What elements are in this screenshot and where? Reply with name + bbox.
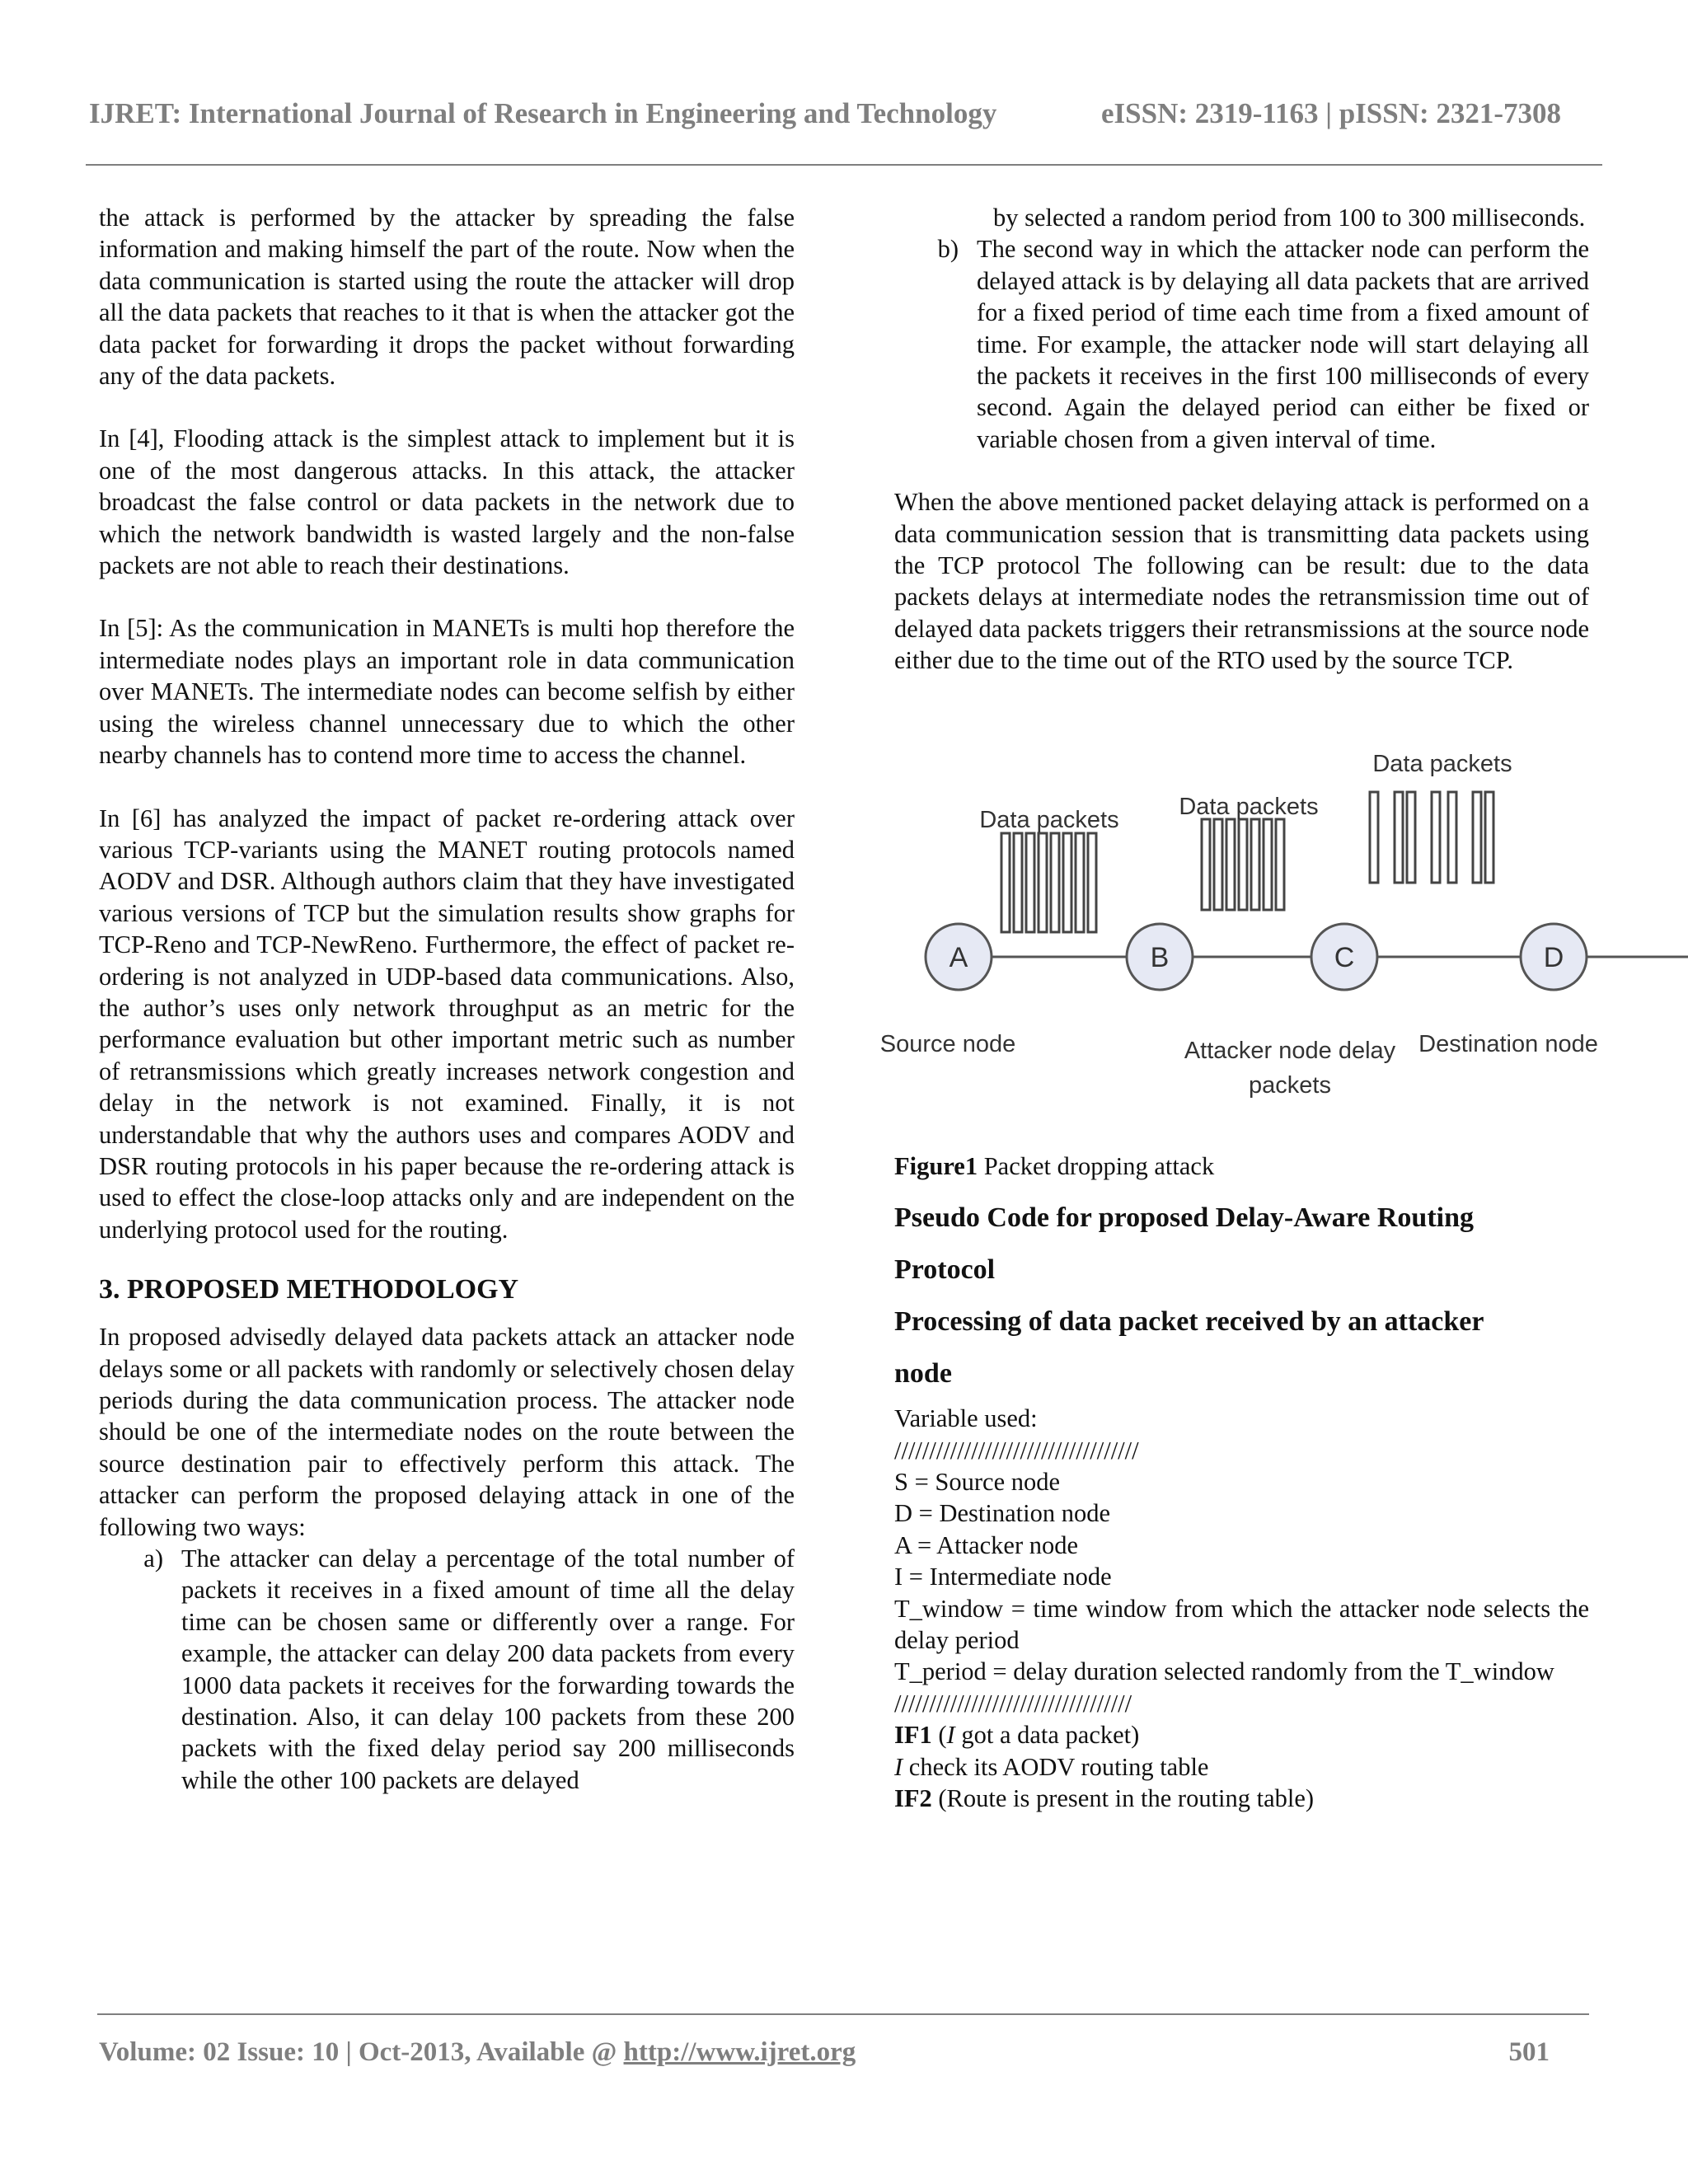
figure-caption: [894, 1151, 1589, 1182]
code-line: //////////////////////////////////: [894, 1689, 1132, 1718]
code-line: ///////////////////////////////////: [894, 1436, 1139, 1465]
label-attacker-node: Attacker node delay: [1184, 1037, 1396, 1064]
running-header: [89, 97, 1597, 130]
journal-title: IJRET: International Journal of Research in Engineering and Technology: [89, 97, 997, 129]
code-line: T_window = time window from which the attacker node selects the delay period: [894, 1594, 1589, 1654]
label-attacker-node-2: packets: [1249, 1071, 1331, 1099]
code-line: Variable used:: [894, 1404, 1038, 1433]
code-line: [894, 1783, 1589, 1814]
node-label: B: [1150, 941, 1170, 973]
right-column: [879, 202, 1598, 1814]
running-footer: [99, 2037, 1550, 2068]
pseudo-heading: Pseudo Code for proposed Delay-Aware Routing: [894, 1202, 1474, 1234]
packet-group-1: [1001, 833, 1096, 932]
page-number: 501: [1508, 2037, 1550, 2067]
node-d: [1521, 924, 1587, 990]
code-line: D = Destination node: [894, 1499, 1111, 1528]
code-text: (: [931, 1721, 947, 1750]
network-diagram: [879, 722, 1598, 1151]
paragraph: When the above mentioned packet delaying attack is performed on a data communication session that is transmitting data packets using the TCP protocol The following can be result: due to the data packets delays at intermediate nodes the retransmission time out of delayed data packets triggers their retransmissions at the source node either due to the time out of the RTO used by the source TCP.: [894, 488, 1589, 675]
left-column: [99, 202, 795, 1796]
code-keyword: IF2: [894, 1783, 932, 1812]
code-line: S = Source node: [894, 1467, 1061, 1496]
label-data-packets-1: Data packets: [979, 806, 1119, 833]
packet-group-2: [1202, 819, 1284, 910]
code-line: I = Intermediate node: [894, 1563, 1112, 1591]
code-line: T_period = delay duration selected randomly from the T_window: [894, 1657, 1554, 1686]
paragraph: In [6] has analyzed the impact of packet re-ordering attack over various TCP-variants using the MANET routing protocols named AODV and DSR. Although authors claim that they have investigated various versions of TCP but the simulation results show graphs for TCP-Reno and TCP-NewReno. Furthermore, the effect of packet re-ordering is not analyzed in UDP-based data communications. Also, the author’s uses only network throughput as an metric for the performance evaluation but other important metric such as number of retransmissions which greatly increases network congestion and delay in the network is not examined. Finally, it is not understandable that why the authors uses and compares AODV and DSR routing protocols in his paper because the re-ordering attack is used to effect the close-loop attacks only and are independent on the underlying protocol used for the routing.: [99, 804, 795, 1244]
label-data-packets-2: Data packets: [1179, 793, 1319, 820]
paragraph: the attack is performed by the attacker by spreading the false information and making himself the part of the route. Now when the data communication is started using the route the attacker will drop all the data packets that reaches to it that is when the attacker got the data packet for forwarding it drops the packet without forwarding any of the data packets.: [99, 204, 795, 391]
section-heading: 3. PROPOSED METHODOLOGY: [99, 1274, 519, 1305]
footer-rule: [97, 2013, 1589, 2015]
footer-volume: Volume: 02 Issue: 10 | Oct-2013, Available @: [99, 2037, 624, 2067]
node-a: [926, 924, 992, 990]
footer-link[interactable]: http://www.ijret.org: [623, 2037, 856, 2067]
pseudo-heading: Protocol: [894, 1254, 996, 1286]
paragraph: In proposed advisedly delayed data packets attack an attacker node delays some or all packets with randomly or selectively chosen delay periods during the data communication process. The attacker node should be one of the intermediate nodes on the route between the source destination pair to effectively perform this attack. The attacker can perform the proposed delaying attack in one of the following two ways:: [99, 1323, 795, 1541]
label-destination-node: Destination node: [1418, 1030, 1598, 1057]
list-text: The second way in which the attacker node can perform the delayed attack is by delaying all data packets that are arrived for a fixed period of time each time from a fixed amount of time. For example, the attacker node will start delaying all the packets it receives in the first 100 milliseconds of every second. Again the delayed period can either be fixed or variable chosen from a given interval of time.: [977, 235, 1589, 453]
list-item: [99, 1543, 795, 1796]
code-line: [894, 1751, 1589, 1783]
caption-text: Packet dropping attack: [978, 1151, 1215, 1180]
paragraph: In [4], Flooding attack is the simplest attack to implement but it is one of the most dangerous attacks. In this attack, the attacker broadcast the false control or data packets in the network due to which the network bandwidth is wasted largely and the non-false packets are not able to reach their destinations.: [99, 424, 795, 580]
list-label: a): [143, 1544, 163, 1573]
code-line: A = Attacker node: [894, 1530, 1079, 1559]
label-source-node: Source node: [879, 1030, 1016, 1057]
figure-packet-dropping: [879, 722, 1598, 1151]
node-label: A: [949, 941, 968, 973]
code-line: [894, 1719, 1589, 1750]
code-text: (Route is present in the routing table): [931, 1783, 1315, 1812]
header-rule: [86, 164, 1602, 166]
caption-label: Figure1: [894, 1151, 978, 1180]
code-text: got a data packet): [954, 1721, 1140, 1750]
code-keyword: IF1: [894, 1721, 932, 1750]
label-data-packets-3: Data packets: [1372, 750, 1512, 777]
paragraph: In [5]: As the communication in MANETs is multi hop therefore the intermediate nodes plays an important role in data communication over MANETs. The intermediate nodes can become selfish by either using the wireless channel unnecessary due to which the other nearby channels has to contend more time to access the channel.: [99, 614, 795, 770]
list-label: b): [937, 235, 959, 264]
issn-info: eISSN: 2319-1163 | pISSN: 2321-7308: [1101, 97, 1562, 129]
node-label: D: [1543, 941, 1564, 973]
code-italic: I: [946, 1721, 955, 1750]
code-text: check its AODV routing table: [903, 1752, 1209, 1781]
code-italic: I: [894, 1752, 903, 1781]
pseudo-heading: Processing of data packet received by an attacker: [894, 1306, 1484, 1338]
node-b: [1127, 924, 1193, 990]
list-item: [894, 233, 1589, 455]
pseudo-heading: node: [894, 1358, 952, 1390]
packet-group-3: [1370, 792, 1493, 883]
list-text-continued: by selected a random period from 100 to 300 milliseconds.: [993, 204, 1586, 232]
node-c: [1311, 924, 1377, 990]
list-text: The attacker can delay a percentage of the total number of packets it receives in a fixed amount of time all the delay time can be chosen same or differently over a range. For example, the attacker can delay 200 data packets from every 1000 data packets it receives for the forwarding towards the destination. Also, it can delay 100 packets from these 200 packets with the fixed delay period say 200 milliseconds while the other 100 packets are delayed: [181, 1544, 795, 1794]
node-label: C: [1334, 941, 1355, 973]
